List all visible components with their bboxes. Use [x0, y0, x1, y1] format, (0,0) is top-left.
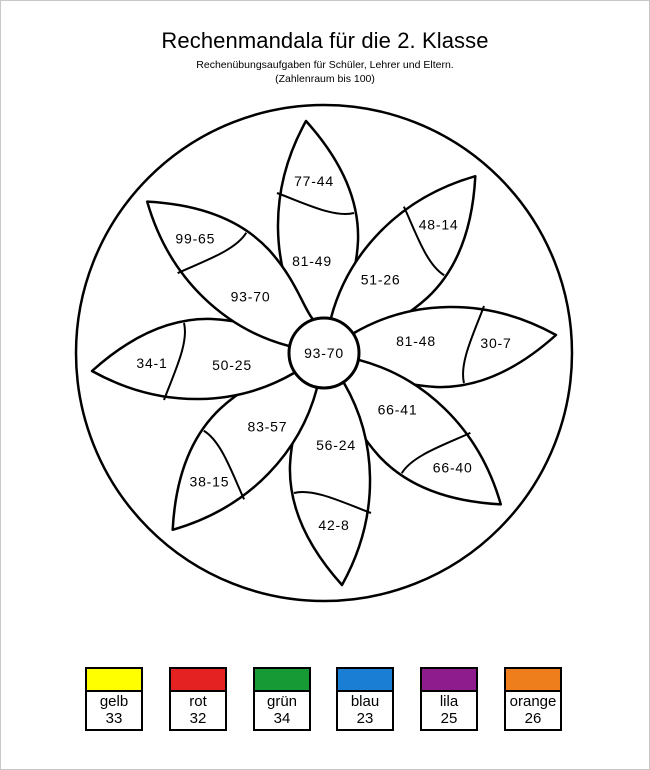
petal-inner-task: 81-48	[396, 333, 436, 349]
petal-outer-task: 38-15	[189, 473, 230, 490]
orange-swatch	[506, 669, 560, 692]
petal-inner-task: 66-41	[377, 401, 418, 418]
legend-name: orange	[509, 693, 557, 710]
petal-inner-task: 51-26	[360, 271, 401, 288]
green-swatch	[255, 669, 309, 692]
legend-value: 32	[189, 710, 207, 727]
petal-outer-task: 34-1	[136, 355, 168, 371]
legend-name: rot	[189, 693, 207, 710]
legend-value: 25	[440, 710, 458, 727]
mandala-drawing	[1, 1, 649, 769]
legend-value: 34	[273, 710, 291, 727]
subtitle-line-1: Rechenübungsaufgaben für Schüler, Lehrer und Eltern.	[196, 59, 454, 71]
petal-inner-task: 50-25	[212, 357, 252, 373]
petal-outer-task: 30-7	[480, 335, 512, 351]
legend-item-yellow	[85, 667, 143, 731]
purple-swatch	[422, 669, 476, 692]
petal-inner-task: 81-49	[292, 253, 332, 269]
center-task-label: 93-70	[304, 345, 344, 361]
petal-inner-task: 56-24	[316, 437, 356, 453]
red-swatch	[171, 669, 225, 692]
legend-name: gelb	[99, 693, 129, 710]
subtitle-line-2: (Zahlenraum bis 100)	[275, 73, 375, 85]
color-legend	[1, 667, 649, 737]
legend-value: 33	[105, 710, 123, 727]
legend-name: lila	[439, 693, 459, 710]
blue-swatch	[338, 669, 392, 692]
legend-item-purple	[420, 667, 478, 731]
petal-inner-task: 93-70	[230, 288, 271, 305]
legend-name: grün	[266, 693, 298, 710]
petal-outer-task: 77-44	[294, 173, 334, 189]
legend-item-orange	[504, 667, 562, 731]
legend-item-red	[169, 667, 227, 731]
petal-outer-task: 42-8	[318, 517, 350, 533]
legend-item-green	[253, 667, 311, 731]
page-title: Rechenmandala für die 2. Klasse	[161, 28, 489, 53]
petal-inner-task: 83-57	[247, 418, 288, 435]
petal-outer-task: 66-40	[432, 459, 473, 476]
yellow-swatch	[87, 669, 141, 692]
petal-outer-task: 48-14	[418, 216, 459, 233]
legend-value: 26	[524, 710, 542, 727]
legend-value: 23	[356, 710, 374, 727]
petal-outer-task: 99-65	[175, 230, 216, 247]
legend-name: blau	[350, 693, 380, 710]
legend-item-blue	[336, 667, 394, 731]
